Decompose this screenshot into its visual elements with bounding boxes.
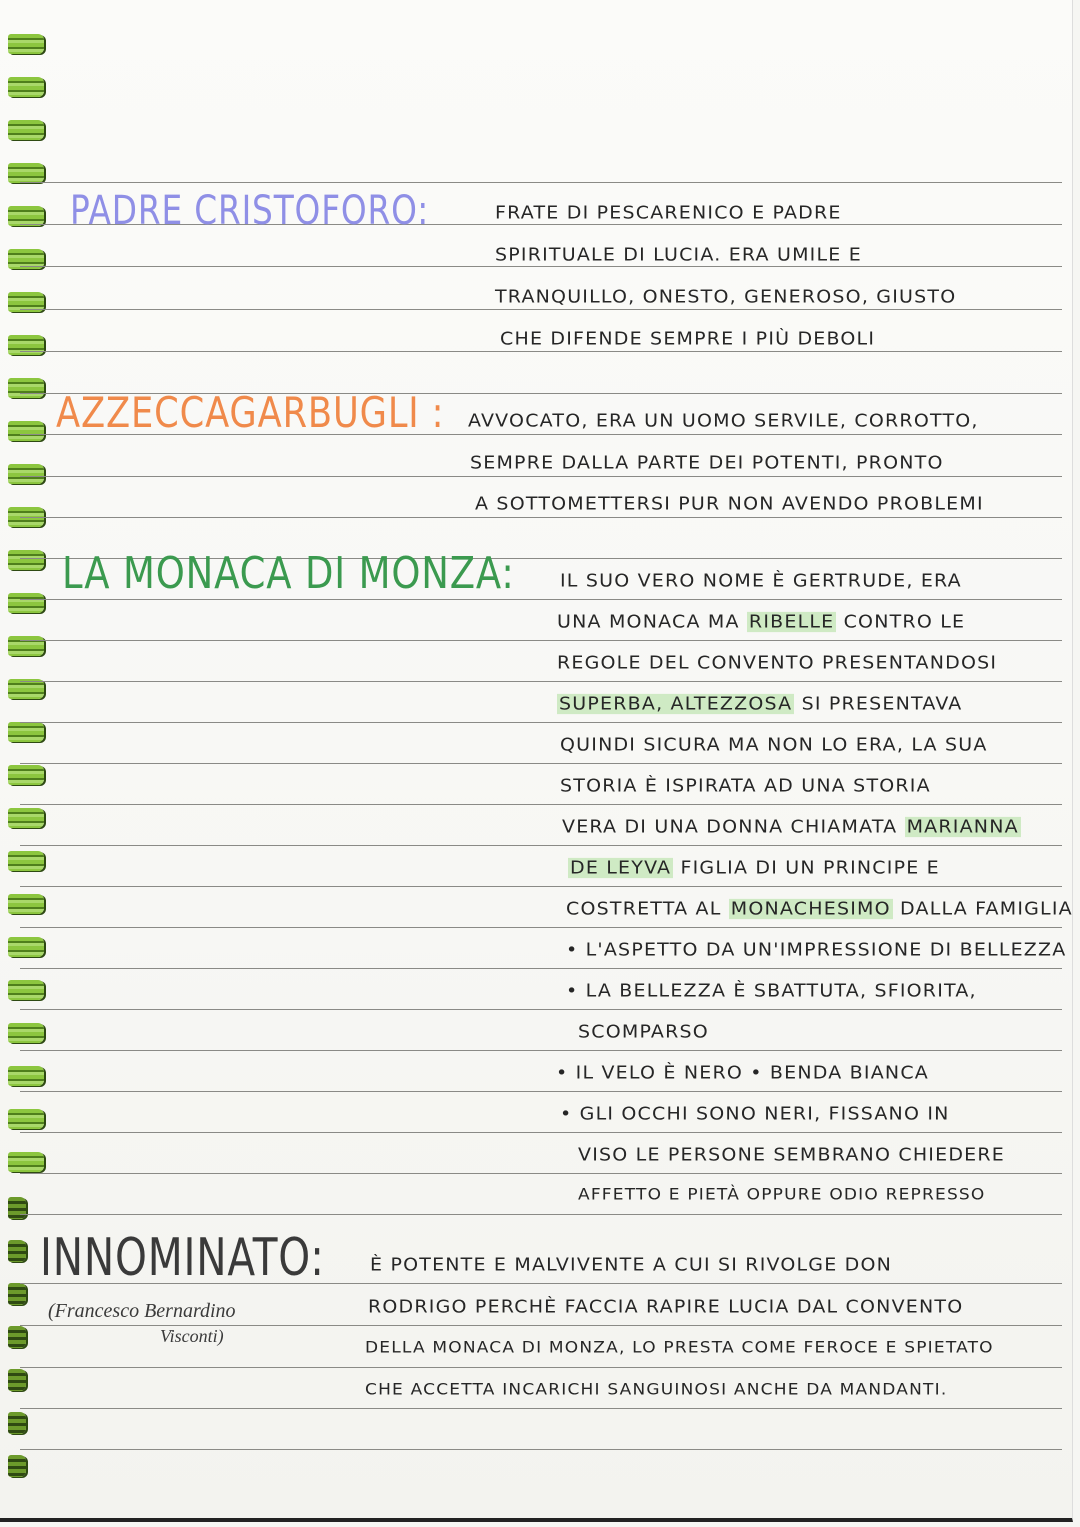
spiral-ring-icon — [8, 1197, 26, 1219]
spiral-ring-icon — [8, 593, 44, 613]
text-line: DELLA MONACA DI MONZA, LO PRESTA COME FEROCE E SPIETATO — [365, 1338, 994, 1358]
text-line: SPIRITUALE DI LUCIA. ERA UMILE E — [495, 244, 862, 266]
text-line: RODRIGO PERCHÈ FACCIA RAPIRE LUCIA DAL CONVENTO — [368, 1296, 964, 1318]
text-line: AVVOCATO, ERA UN UOMO SERVILE, CORROTTO, — [468, 410, 979, 432]
spiral-ring-icon — [8, 765, 44, 785]
spiral-ring-icon — [8, 1412, 26, 1434]
text-line: A SOTTOMETTERSI PUR NON AVENDO PROBLEMI — [475, 493, 984, 515]
heading-monaca-di-monza: LA MONACA DI MONZA: — [62, 548, 515, 599]
highlight: MARIANNA — [906, 816, 1019, 838]
text-line: IL SUO VERO NOME È GERTRUDE, ERA — [560, 570, 962, 592]
spiral-ring-icon — [8, 851, 44, 871]
heading-azzeccagarbugli: AZZECCAGARBUGLI : — [56, 388, 445, 437]
subtitle-real-name: (Francesco Bernardino — [48, 1300, 236, 1322]
spiral-ring-icon — [8, 335, 44, 355]
text-line: QUINDI SICURA MA NON LO ERA, LA SUA — [560, 734, 988, 756]
text-line: UNA MONACA MA RIBELLE CONTRO LE — [557, 611, 966, 633]
text-line: STORIA È ISPIRATA AD UNA STORIA — [560, 775, 931, 797]
text-line: È POTENTE E MALVIVENTE A CUI SI RIVOLGE DON — [370, 1254, 893, 1276]
spiral-ring-icon — [8, 1455, 26, 1477]
text-line: COSTRETTA AL MONACHESIMO DALLA FAMIGLIA — [566, 898, 1073, 920]
highlight: SUPERBA, ALTEZZOSA — [559, 693, 793, 715]
spiral-ring-icon — [8, 722, 44, 742]
spiral-ring-icon — [8, 206, 44, 226]
subtitle-real-name-2: Visconti) — [160, 1326, 224, 1346]
spiral-ring-icon — [8, 421, 44, 441]
spiral-ring-icon — [8, 120, 44, 140]
spiral-ring-icon — [8, 1066, 44, 1086]
text-line: AFFETTO E PIETÀ OPPURE ODIO REPRESSO — [578, 1185, 986, 1205]
spiral-ring-icon — [8, 679, 44, 699]
bullet-item: • LA BELLEZZA È SBATTUTA, SFIORITA, — [566, 980, 977, 1002]
text-line: TRANQUILLO, ONESTO, GENEROSO, GIUSTO — [495, 286, 957, 308]
spiral-ring-icon — [8, 1023, 44, 1043]
spiral-ring-icon — [8, 77, 44, 97]
text-line: VISO LE PERSONE SEMBRANO CHIEDERE — [578, 1144, 1005, 1166]
spiral-ring-icon — [8, 937, 44, 957]
text-line: REGOLE DEL CONVENTO PRESENTANDOSI — [557, 652, 998, 674]
text-line: CHE ACCETTA INCARICHI SANGUINOSI ANCHE DA MANDANTI. — [365, 1380, 948, 1400]
spiral-ring-icon — [8, 1283, 26, 1305]
spiral-ring-icon — [8, 1109, 44, 1129]
spiral-ring-icon — [8, 163, 44, 183]
heading-padre-cristoforo: PADRE CRISTOFORO: — [70, 188, 430, 234]
spiral-ring-icon — [8, 808, 44, 828]
spiral-ring-icon — [8, 1152, 44, 1172]
heading-innominato: INNOMINATO: — [40, 1228, 325, 1288]
text-line: FRATE DI PESCARENICO E PADRE — [495, 202, 842, 224]
spiral-ring-icon — [8, 1369, 26, 1391]
spiral-ring-icon — [8, 636, 44, 656]
text-line: SUPERBA, ALTEZZOSA SI PRESENTAVA — [559, 693, 963, 715]
spiral-ring-icon — [8, 34, 44, 54]
highlight: RIBELLE — [748, 611, 835, 633]
text-line: DE LEYVA FIGLIA DI UN PRINCIPE E — [570, 857, 940, 879]
text-line: SEMPRE DALLA PARTE DEI POTENTI, PRONTO — [470, 452, 944, 474]
spiral-ring-icon — [8, 550, 44, 570]
spiral-ring-icon — [8, 1240, 26, 1262]
bullet-item: • IL VELO È NERO • BENDA BIANCA — [556, 1062, 929, 1084]
highlight: DE LEYVA — [570, 857, 672, 879]
text-line: CHE DIFENDE SEMPRE I PIÙ DEBOLI — [500, 328, 876, 350]
highlight: MONACHESIMO — [730, 898, 891, 920]
text-line: VERA DI UNA DONNA CHIAMATA MARIANNA — [562, 816, 1019, 838]
bullet-item: • L'ASPETTO DA UN'IMPRESSIONE DI BELLEZZA — [566, 939, 1067, 961]
text-line: SCOMPARSO — [578, 1021, 709, 1043]
spiral-ring-icon — [8, 1326, 26, 1348]
spiral-ring-icon — [8, 980, 44, 1000]
spiral-ring-icon — [8, 464, 44, 484]
spiral-ring-icon — [8, 378, 44, 398]
spiral-ring-icon — [8, 894, 44, 914]
bullet-item: • GLI OCCHI SONO NERI, FISSANO IN — [560, 1103, 950, 1125]
